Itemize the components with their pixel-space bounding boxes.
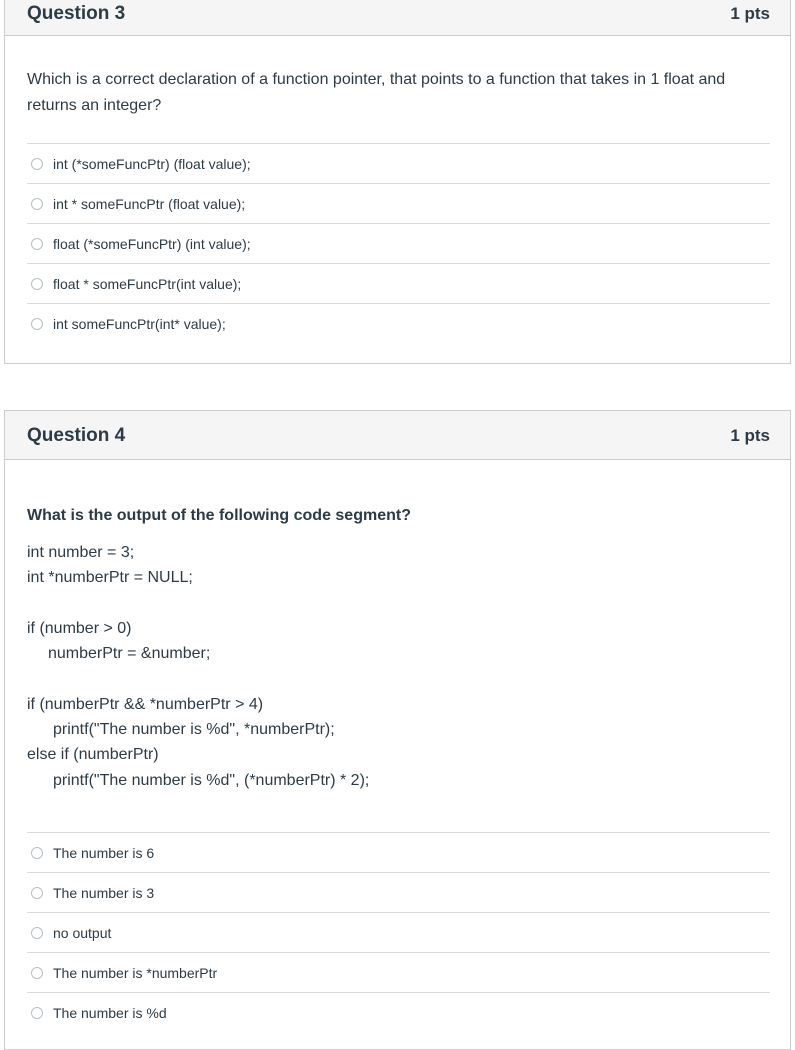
radio-button[interactable] [31,967,43,979]
answer-option[interactable] [27,952,770,992]
question-4-answers [27,832,770,1032]
answer-option[interactable] [27,143,770,183]
answer-label: The number is 3 [53,884,155,901]
question-4-prompt: What is the output of the following code segment? [27,507,411,524]
question-4-title: Question 4 [27,425,126,446]
code-line: else if (numberPtr) [27,746,159,763]
answer-label: The number is *numberPtr [53,964,218,981]
radio-button[interactable] [31,927,43,939]
answer-option[interactable] [27,992,770,1032]
question-4-header [5,411,790,460]
answer-label: float (*someFuncPtr) (int value); [53,235,251,252]
question-4-card [4,410,791,1050]
answer-option[interactable] [27,912,770,952]
question-3-title: Question 3 [27,3,126,24]
code-line: if (number > 0) [27,620,132,637]
code-line: if (numberPtr && *numberPtr > 4) [27,696,264,713]
question-3-header [5,0,790,36]
answer-option[interactable] [27,303,770,343]
code-line: printf("The number is %d", (*numberPtr) * 2); [53,772,370,789]
answer-label: int * someFuncPtr (float value); [53,195,246,212]
radio-button[interactable] [31,847,43,859]
radio-button[interactable] [31,238,43,250]
question-3-points: 1 pts [730,4,770,23]
radio-button[interactable] [31,278,43,290]
code-line: numberPtr = &number; [48,645,211,662]
question-3-card [4,0,791,364]
radio-button[interactable] [31,1007,43,1019]
radio-button[interactable] [31,887,43,899]
answer-option[interactable] [27,183,770,223]
answer-option[interactable] [27,872,770,912]
code-line: int *numberPtr = NULL; [27,569,193,586]
answer-label: float * someFuncPtr(int value); [53,275,242,292]
question-3-answers [27,143,770,343]
question-4-points: 1 pts [730,426,770,445]
answer-option[interactable] [27,223,770,263]
question-3-prompt: Which is a correct declaration of a function pointer, that points to a function that takes in 1 float and returns an integer? [27,71,726,114]
radio-button[interactable] [31,158,43,170]
answer-label: int someFuncPtr(int* value); [53,315,226,332]
radio-button[interactable] [31,318,43,330]
answer-label: int (*someFuncPtr) (float value); [53,155,251,172]
answer-label: The number is 6 [53,844,155,861]
answer-label: The number is %d [53,1004,167,1021]
answer-label: no output [53,924,112,941]
radio-button[interactable] [31,198,43,210]
code-line: int number = 3; [27,544,135,561]
code-line: printf("The number is %d", *numberPtr); [53,721,335,738]
answer-option[interactable] [27,832,770,872]
answer-option[interactable] [27,263,770,303]
